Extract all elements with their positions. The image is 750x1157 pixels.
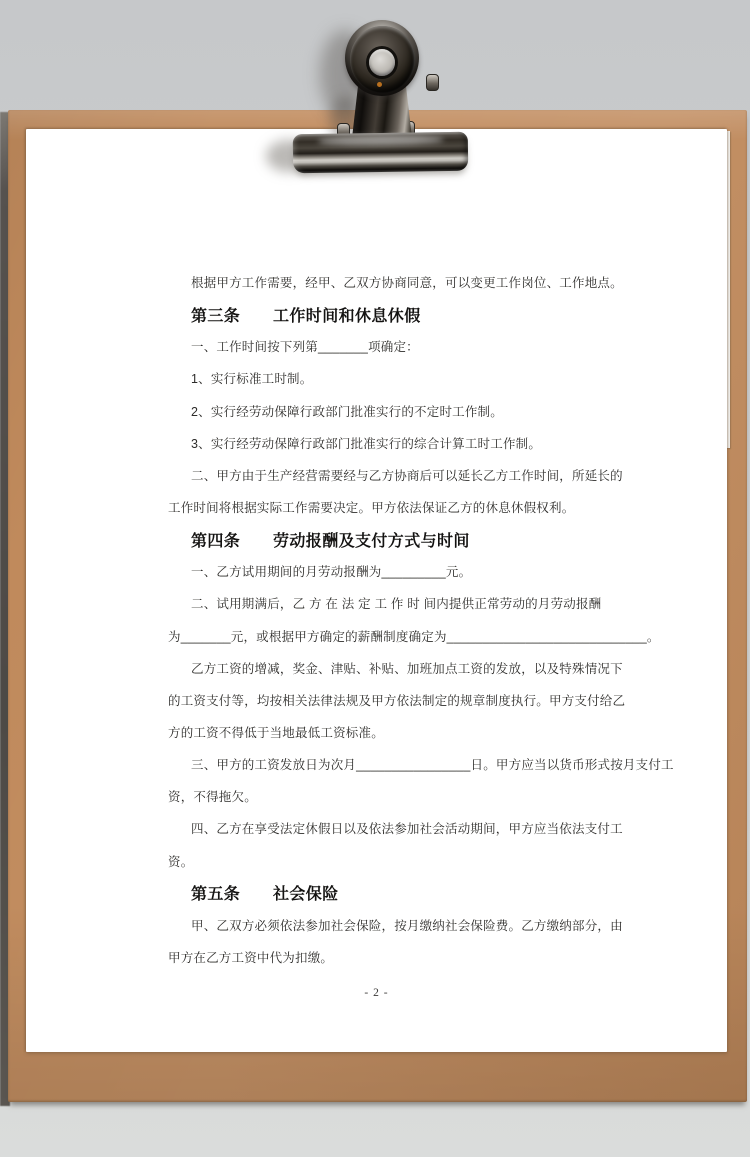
clip-knob-reflection (377, 82, 382, 87)
document-line: 二、试用期满后，乙 方 在 法 定 工 作 时 间内提供正常劳动的月劳动报酬 (191, 597, 602, 612)
binder-clip (0, 0, 750, 220)
document-line: 方的工资不得低于当地最低工资标准。 (168, 726, 384, 741)
document-line: 三、甲方的工资发放日为次月________________日。甲方应当以货币形式按月支付工 (191, 758, 674, 773)
clip-jaw-highlight (317, 135, 443, 146)
clip-knob-hole (369, 49, 395, 76)
document-line: 一、乙方试用期间的月劳动报酬为_________元。 (191, 565, 472, 580)
document-line: 甲、乙双方必须依法参加社会保险，按月缴纳社会保险费。乙方缴纳部分，由 (191, 918, 623, 933)
document-line: 资。 (168, 854, 194, 869)
document-line: 3、实行经劳动保障行政部门批准实行的综合计算工时工作制。 (191, 436, 542, 451)
contract-paper (26, 129, 727, 1052)
clause-heading: 第五条 社会保险 (191, 886, 339, 904)
clause-heading: 第四条 劳动报酬及支付方式与时间 (191, 532, 470, 550)
clip-spring-ear-icon (426, 74, 439, 91)
document-line: 乙方工资的增减，奖金、津贴、补贴、加班加点工资的发放，以及特殊情况下 (191, 661, 623, 676)
document-line: 工作时间将根据实际工作需要决定。甲方依法保证乙方的休息休假权利。 (168, 501, 575, 516)
document-line: 资，不得拖欠。 (168, 790, 257, 805)
document-line: 1、实行标准工时制。 (191, 372, 313, 387)
document-line: 甲方在乙方工资中代为扣缴。 (168, 951, 334, 966)
document-line: 的工资支付等，均按相关法律法规及甲方依法制定的规章制度执行。甲方支付给乙 (168, 693, 626, 708)
document-line: 为_______元，或根据甲方确定的薪酬制度确定为____________________________。 (168, 629, 660, 644)
document-line: 二、甲方由于生产经营需要经与乙方协商后可以延长乙方工作时间，所延长的 (191, 468, 623, 483)
document-line: 2、实行经劳动保障行政部门批准实行的不定时工作制。 (191, 404, 503, 419)
document-body (168, 266, 716, 973)
document-line: 根据甲方工作需要，经甲、乙双方协商同意，可以变更工作岗位、工作地点。 (191, 276, 623, 291)
clause-heading: 第三条 工作时间和休息休假 (191, 307, 421, 325)
page-number: - 2 - (364, 987, 389, 999)
clip-jaw (293, 132, 469, 173)
document-line: 四、乙方在享受法定休假日以及依法参加社会活动期间，甲方应当依法支付工 (191, 822, 623, 837)
document-line: 一、工作时间按下列第_______项确定： (191, 340, 419, 355)
